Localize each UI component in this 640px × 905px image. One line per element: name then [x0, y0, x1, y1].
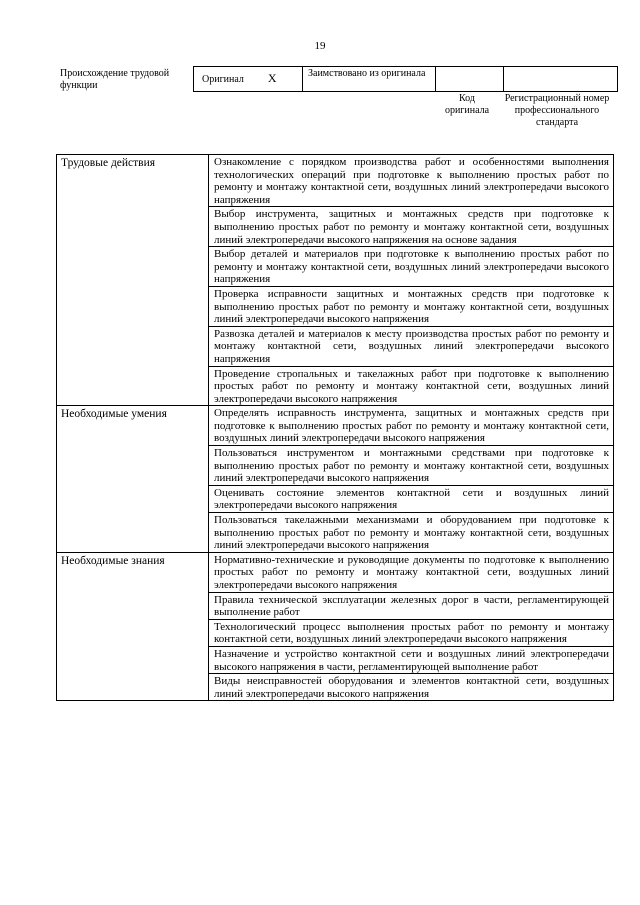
section-item: Виды неисправностей оборудования и элементов контактной сети, воздушных линий электропередачи высокого напряжения: [209, 674, 614, 701]
borrowed-cell: Заимствовано из оригинала: [303, 67, 436, 92]
section-item: Определять исправность инструмента, защитных и монтажных средств при подготовке к выполнению простых работ по ремонту и монтажу контактной сети, воздушных линий электропередачи высокого напряжения: [209, 406, 614, 446]
section-item: Оценивать состояние элементов контактной сети и воздушных линий электропередачи высокого напряжения: [209, 485, 614, 512]
section-item: Ознакомление с порядком производства работ и особенностями выполнения технологических операций при подготовке к выполнению простых работ по ремонту и монтажу контактной сети, воздушных линий электропередачи высокого напряжения: [209, 155, 614, 207]
table-row: [57, 155, 614, 207]
section-item: Пользоваться инструментом и монтажными средствами при подготовке к выполнению простых работ по ремонту и монтажу контактной сети, воздушных линий электропередачи высокого напряжения: [209, 446, 614, 486]
function-table: [56, 154, 614, 701]
original-label: Оригинал: [202, 74, 244, 85]
section-item: Назначение и устройство контактной сети и воздушных линий электропередачи высокого напряжения в части, регламентирующей выполнение работ: [209, 646, 614, 673]
original-code-cell: [436, 67, 504, 92]
function-table-body: [57, 155, 614, 701]
section-item: Технологический процесс выполнения простых работ по ремонту и монтажу контактной сети, воздушных линий электропередачи высокого напряжения: [209, 619, 614, 646]
section-title: Трудовые действия: [57, 155, 209, 406]
section-item: Правила технической эксплуатации железных дорог в части, регламентирующей выполнение работ: [209, 592, 614, 619]
section-item: Выбор деталей и материалов при подготовке к выполнению простых работ по ремонту и монтажу контактной сети, воздушных линий электропередачи высокого напряжения: [209, 247, 614, 287]
original-mark: X: [267, 71, 277, 85]
section-item: Проведение стропальных и такелажных работ при подготовке к выполнению простых работ по ремонту и монтажу контактной сети, воздушных линий электропередачи высокого напряжения: [209, 366, 614, 406]
page-number: 19: [314, 40, 326, 52]
original-code-label: Код оригинала: [444, 93, 490, 116]
origin-label: Происхождение трудовой функции: [60, 68, 170, 91]
original-cell: [194, 67, 303, 92]
section-item: Нормативно-технические и руководящие документы по подготовке к выполнению простых работ по ремонту и монтажу контактной сети, воздушных линий электропередачи высокого напряжения: [209, 552, 614, 592]
section-item: Выбор инструмента, защитных и монтажных средств при подготовке к выполнению простых работ по ремонту и монтажу контактной сети, воздушных линий электропередачи высокого напряжения на основе задания: [209, 207, 614, 247]
section-title: Необходимые умения: [57, 406, 209, 553]
section-item: Развозка деталей и материалов к месту производства простых работ по ремонту и монтажу контактной сети, воздушных линий электропередачи высокого напряжения: [209, 326, 614, 366]
origin-table: [193, 66, 618, 92]
section-item: Проверка исправности защитных и монтажных средств при подготовке к выполнению простых работ по ремонту и монтажу контактной сети, воздушных линий электропередачи высокого напряжения: [209, 286, 614, 326]
registration-number-cell: [504, 67, 618, 92]
section-item: Пользоваться такелажными механизмами и оборудованием при подготовке к выполнению простых работ по ремонту и монтажу контактной сети, воздушных линий электропередачи высокого напряжения: [209, 513, 614, 553]
table-row: [57, 552, 614, 592]
table-row: [57, 406, 614, 446]
registration-number-label: Регистрационный номер профессионального стандарта: [504, 93, 610, 128]
section-title: Необходимые знания: [57, 552, 209, 701]
